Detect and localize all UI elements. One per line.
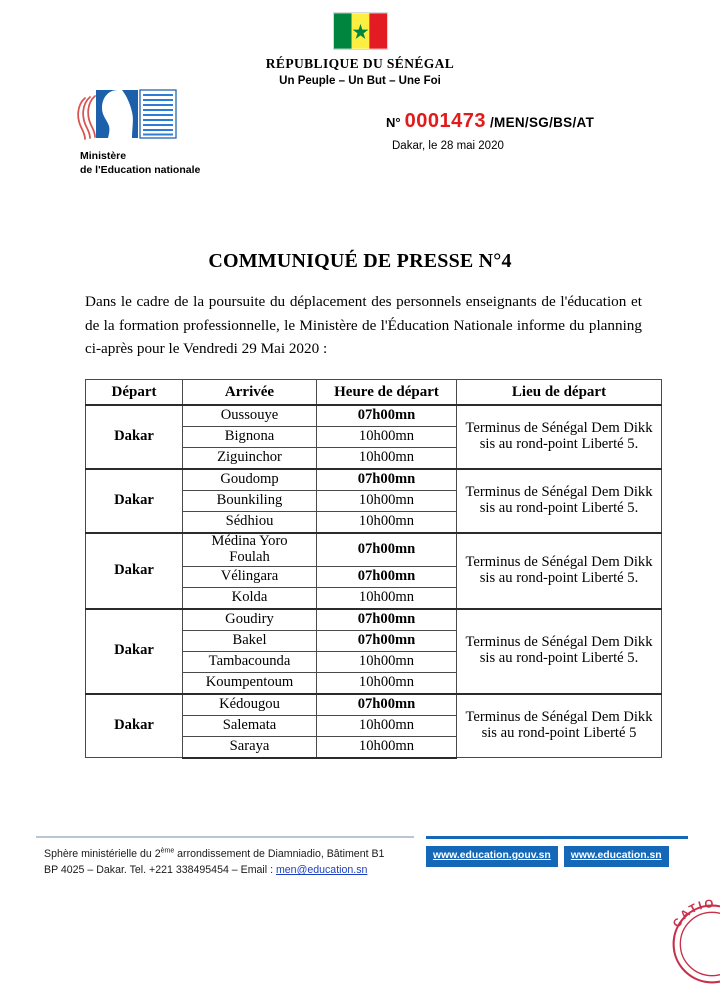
ministry-logo-block — [70, 88, 310, 177]
cell-heure: 10h00mn — [317, 587, 457, 609]
table-header — [86, 380, 662, 406]
schedule-table — [85, 379, 662, 759]
footer-divider-blue — [426, 836, 688, 839]
column-header-depart: Départ — [86, 380, 183, 406]
svg-text:CATIO: CATIO — [671, 898, 716, 930]
senegal-flag-icon — [333, 12, 388, 50]
table-row — [86, 405, 662, 427]
cell-arrivee: Bounkiling — [183, 491, 317, 512]
cell-heure: 07h00mn — [317, 694, 457, 716]
cell-arrivee: Vélingara — [183, 566, 317, 587]
cell-heure: 10h00mn — [317, 715, 457, 736]
cell-arrivee: Médina Yoro Foulah — [183, 533, 317, 566]
cell-heure: 10h00mn — [317, 512, 457, 534]
cell-arrivee: Bakel — [183, 630, 317, 651]
ministry-name-line1: Ministère — [80, 150, 127, 162]
footer-divider-grey — [36, 836, 414, 838]
footer-ordinal-suffix: ème — [160, 847, 175, 855]
footer-address-line1-post: arrondissement de Diamniadio, Bâtiment B1 — [174, 848, 385, 860]
cell-arrivee: Kolda — [183, 587, 317, 609]
cell-heure: 07h00mn — [317, 609, 457, 631]
cell-heure: 10h00mn — [317, 448, 457, 470]
site-link-education-sn[interactable]: www.education.sn — [564, 846, 669, 867]
document-header — [0, 0, 720, 87]
reference-line — [386, 110, 686, 133]
cell-lieu: Terminus de Sénégal Dem Dikk sis au rond-point Liberté 5. — [457, 405, 662, 469]
republic-title: RÉPUBLIQUE DU SÉNÉGAL — [265, 56, 455, 71]
table-body — [86, 405, 662, 758]
ministry-name — [80, 149, 310, 177]
cell-arrivee: Oussouye — [183, 405, 317, 427]
footer-address — [44, 846, 424, 879]
document-footer — [0, 836, 720, 931]
ministry-name-line2: de l'Education nationale — [80, 164, 201, 177]
cell-depart: Dakar — [86, 405, 183, 469]
cell-depart: Dakar — [86, 469, 183, 533]
cell-arrivee: Goudomp — [183, 469, 317, 491]
cell-arrivee: Tambacounda — [183, 651, 317, 672]
cell-heure: 07h00mn — [317, 533, 457, 566]
cell-heure: 10h00mn — [317, 651, 457, 672]
footer-site-buttons — [426, 846, 669, 867]
cell-heure: 07h00mn — [317, 405, 457, 427]
footer-address-line2 — [44, 862, 424, 878]
reference-number: 0001473 — [404, 110, 486, 132]
table-row — [86, 469, 662, 491]
cell-arrivee: Saraya — [183, 736, 317, 758]
cell-heure: 10h00mn — [317, 736, 457, 758]
footer-address-line1-pre: Sphère ministérielle du 2 — [44, 848, 161, 860]
cell-arrivee: Bignona — [183, 427, 317, 448]
cell-lieu: Terminus de Sénégal Dem Dikk sis au rond-point Liberté 5. — [457, 533, 662, 609]
cell-depart: Dakar — [86, 609, 183, 694]
cell-depart: Dakar — [86, 694, 183, 758]
cell-arrivee: Koumpentoum — [183, 672, 317, 694]
cell-lieu: Terminus de Sénégal Dem Dikk sis au rond-point Liberté 5. — [457, 469, 662, 533]
column-header-lieu: Lieu de départ — [457, 380, 662, 406]
site-link-education-gouv-sn[interactable]: www.education.gouv.sn — [426, 846, 558, 867]
body-paragraph: Dans le cadre de la poursuite du déplacement des personnels enseignants de l'éducation et de la formation professionnelle, le Ministère de l'Éducation Nationale informe du planning ci-après pour le Vendredi 29 Mai 2020 : — [85, 293, 642, 358]
cell-heure: 10h00mn — [317, 491, 457, 512]
cell-heure: 07h00mn — [317, 469, 457, 491]
cell-arrivee: Kédougou — [183, 694, 317, 716]
cell-depart: Dakar — [86, 533, 183, 609]
footer-email-link[interactable]: men@education.sn — [275, 864, 368, 877]
footer-address-line1 — [44, 846, 424, 862]
table-row — [86, 533, 662, 566]
cell-lieu: Terminus de Sénégal Dem Dikk sis au rond-point Liberté 5. — [457, 609, 662, 694]
cell-arrivee: Salemata — [183, 715, 317, 736]
ministry-education-logo-icon — [70, 88, 178, 140]
reference-block — [386, 110, 686, 152]
page-title: COMMUNIQUÉ DE PRESSE N°4 — [208, 250, 512, 272]
table-row — [86, 609, 662, 631]
schedule-table-wrapper — [85, 379, 661, 759]
cell-heure: 10h00mn — [317, 672, 457, 694]
cell-heure: 07h00mn — [317, 630, 457, 651]
column-header-heure: Heure de départ — [317, 380, 457, 406]
cell-heure: 10h00mn — [317, 427, 457, 448]
cell-lieu: Terminus de Sénégal Dem Dikk sis au rond-point Liberté 5 — [457, 694, 662, 758]
cell-arrivee: Sédhiou — [183, 512, 317, 534]
cell-arrivee: Goudiry — [183, 609, 317, 631]
document-date: Dakar, le 28 mai 2020 — [392, 140, 504, 152]
cell-arrivee: Ziguinchor — [183, 448, 317, 470]
reference-no-label: N° — [386, 115, 401, 130]
table-header-row — [86, 380, 662, 406]
table-row — [86, 694, 662, 716]
cell-heure: 07h00mn — [317, 566, 457, 587]
column-header-arrivee: Arrivée — [183, 380, 317, 406]
footer-contact-pre: BP 4025 – Dakar. Tel. +221 338495454 – Email : — [44, 864, 276, 877]
national-motto: Un Peuple – Un But – Une Foi — [279, 75, 441, 87]
reference-suffix: /MEN/SG/BS/AT — [489, 115, 595, 130]
